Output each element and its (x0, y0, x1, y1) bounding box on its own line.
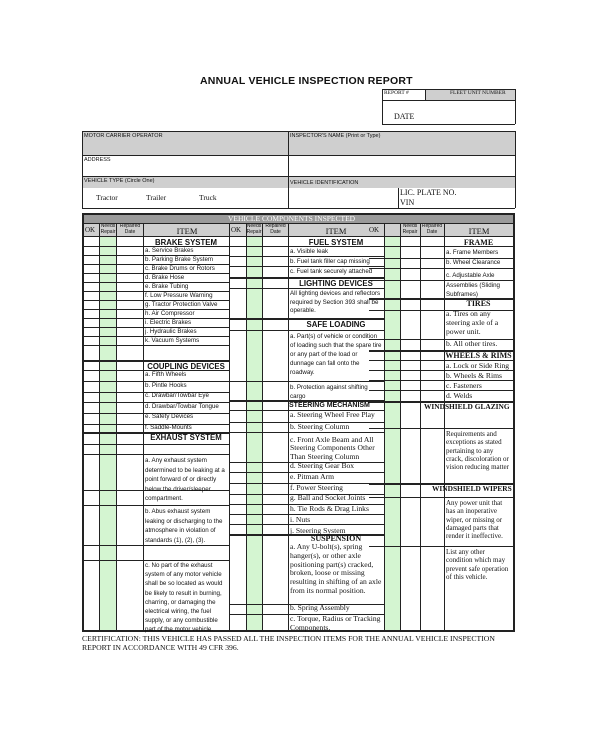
suspension-item-a: a. Any U-bolt(s), spring hanger(s), or other axle positioning part(s) cracked, broken, loose or missing resulting in shifting of an axle from its normal position. (290, 542, 382, 595)
row-divider (229, 381, 384, 382)
frame-item: c. Adjustable Axle Assemblies (Sliding Subframes) (446, 272, 500, 298)
col-repaired-date-3: Repaired Date (421, 223, 443, 235)
exhaust-item-c: c. No part of the exhaust system of any motor vehicle shall be so located as would be likely to result in burning, charring, or damaging the electrical wiring, the fuel supply, or any combustible part of the motor vehicle. (145, 562, 223, 634)
vehicle-type-label: VEHICLE TYPE (Circle One) (84, 178, 155, 184)
lighting-text: All lighting devices and reflectors required by Section 393 shall be operable. (290, 290, 381, 314)
tires-item-b: b. All other tires. (446, 339, 498, 348)
brake-item: e. Brake Tubing (145, 283, 189, 290)
safe-loading-title: SAFE LOADING (306, 320, 366, 329)
brake-item: c. Brake Drums or Rotors (145, 265, 215, 272)
coupling-item: b. Pintle Hooks (145, 381, 187, 389)
lighting-devices-title: LIGHTING DEVICES (299, 279, 373, 288)
col-ok-2: OK (231, 226, 242, 234)
wheels-item: d. Welds (446, 391, 473, 400)
report-number-label: REPORT # (384, 90, 409, 96)
col-ok-1: OK (85, 226, 96, 234)
ok-column-3[interactable] (384, 236, 400, 631)
windshield-wipers-title: WINDSHIELD WIPERS (432, 484, 512, 493)
vehicle-id-label: VEHICLE IDENTIFICATION (290, 180, 359, 186)
ok-column-2[interactable] (246, 236, 262, 631)
coupling-item: d. Drawbar/Towbar Tongue (145, 402, 219, 410)
brake-item: j. Hydraulic Brakes (145, 328, 197, 335)
frame-item: b. Wheel Clearance (446, 259, 501, 266)
brake-item: g. Tractor Protection Valve (145, 301, 218, 308)
col-item-2: ITEM (325, 226, 347, 236)
vehicle-type-trailer[interactable]: Trailer (146, 193, 167, 202)
fuel-item: c. Fuel tank securely attached (290, 268, 373, 275)
frame-title: FRAME (463, 238, 494, 247)
motor-carrier-label: MOTOR CARRIER OPERATOR (84, 133, 163, 139)
row-divider (229, 330, 384, 331)
wheels-rims-title: WHEELS & RIMS (445, 351, 512, 360)
coupling-item: f. Saddle-Mounts (145, 423, 192, 431)
page-title: ANNUAL VEHICLE INSPECTION REPORT (200, 75, 413, 87)
address-label: ADDRESS (84, 157, 111, 163)
steering-item: c. Front Axle Beam and All Steering Components Other Than Steering Column (290, 434, 375, 462)
windshield-glazing-text: Requirements and exceptions as stated pertaining to any crack, discoloration or vision reducing matter (446, 430, 509, 472)
brake-item: d. Brake Hose (145, 274, 185, 281)
windshield-wipers-text: Any power unit that has an inoperative wiper, or missing or damaged parts that render it ineffective. (446, 499, 503, 541)
col-needs-repair-2: Needs Repair (246, 223, 262, 235)
steering-item: e. Pitman Arm (290, 471, 335, 481)
coupling-item: e. Safety Devices (145, 413, 194, 420)
brake-items (145, 246, 217, 345)
steering-item: h. Tie Rods & Drag Links (290, 504, 369, 514)
certification-text: CERTIFICATION: THIS VEHICLE HAS PASSED ALL THE INSPECTION ITEMS FOR THE ANNUAL VEHICLE INSPECTION REPORT IN ACCORDANCE WITH 49 CFR 396. (82, 634, 495, 652)
vin-label: VIN (400, 198, 415, 207)
brake-item: a. Service Brakes (145, 247, 194, 254)
safe-loading-a: a. Part(s) of vehicle or condition of loading such that the spare tire or any part of the load or dunnage can fall onto the roadway. (290, 333, 382, 376)
inspector-name-label: INSPECTOR'S NAME (Print or Type) (290, 133, 381, 139)
row-divider (229, 288, 384, 289)
col-item-3: ITEM (468, 226, 490, 236)
col-needs-repair-3: Needs Repair (402, 223, 418, 235)
exhaust-system-title: EXHAUST SYSTEM (150, 433, 222, 442)
steering-item: f. Power Steering (290, 482, 343, 492)
windshield-glazing-title: WINDSHIELD GLAZING (424, 402, 510, 411)
vehicle-type-truck[interactable]: Truck (199, 193, 217, 202)
wheels-item: a. Lock or Side Ring (446, 361, 510, 370)
suspension-item-b: b. Spring Assembly (290, 603, 350, 612)
fleet-unit-label: FLEET UNIT NUMBER (450, 90, 506, 96)
col-item-1: ITEM (176, 226, 198, 236)
col-needs-repair-1: Needs Repair (100, 223, 116, 235)
coupling-devices-title: COUPLING DEVICES (147, 362, 225, 371)
steering-item: i. Nuts (290, 514, 311, 524)
exhaust-item-b: b. Abus exhaust system leaking or discharging to the atmosphere in violation of standards (1), (2), (3). (145, 508, 223, 544)
row-divider (84, 444, 229, 445)
date-label: DATE (394, 112, 415, 121)
coupling-item: c. Drawbar/Towbar Eye (145, 392, 209, 399)
tires-item-a: a. Tires on any steering axle of a power unit. (446, 309, 499, 336)
row-divider (84, 545, 229, 546)
row-divider (369, 428, 513, 429)
tires-title: TIRES (466, 299, 491, 308)
safe-loading-b: b. Protection against shifting cargo (290, 384, 368, 400)
steering-item: d. Steering Gear Box (290, 460, 355, 470)
frame-item: a. Frame Members (446, 249, 499, 256)
steering-mechanism-title: STEERING MECHANISM (289, 402, 370, 409)
brake-item: k. Vacuum Systems (145, 337, 200, 344)
vehicle-type-tractor[interactable]: Tractor (96, 193, 118, 202)
fuel-item: b. Fuel tank filler cap missing (290, 258, 370, 265)
brake-item: b. Parking Brake System (145, 256, 214, 263)
components-header: VEHICLE COMPONENTS INSPECTED (228, 214, 356, 223)
fuel-system-title: FUEL SYSTEM (308, 238, 364, 247)
wheels-item: c. Fasteners (446, 381, 482, 390)
brake-system-title: BRAKE SYSTEM (155, 238, 217, 247)
col-repaired-date-1: Repaired Date (119, 223, 141, 235)
coupling-items (145, 370, 219, 433)
brake-item: f. Low Pressure Warning (145, 292, 213, 299)
suspension-title: SUSPENSION (310, 534, 362, 543)
other-condition-text: List any other condition which may prevent safe operation of this vehicle. (446, 548, 509, 581)
steering-item: j. Steering System (290, 525, 346, 535)
row-divider (84, 454, 229, 455)
fuel-item: a. Visible leak (290, 248, 329, 255)
lic-plate-label: LIC. PLATE NO. (400, 188, 457, 197)
col-repaired-date-2: Repaired Date (265, 223, 286, 235)
fuel-items (290, 247, 372, 277)
wheels-items (446, 361, 512, 401)
row-divider (369, 546, 513, 547)
suspension-item-c: c. Torque, Radius or Tracking Components. (290, 614, 381, 632)
coupling-item: a. Fifth Wheels (145, 371, 187, 378)
row-divider (369, 497, 513, 498)
steering-item: g. Ball and Socket Joints (290, 493, 366, 503)
wheels-item: b. Wheels & Rims (446, 371, 502, 380)
steering-item: a. Steering Wheel Free Play (290, 410, 375, 419)
exhaust-item-a: a. Any exhaust system determined to be leaking at a point forward of or directly below the driver/sleeper compartment. (145, 457, 225, 502)
row-divider (84, 505, 229, 506)
steering-item: b. Steering Column (290, 421, 350, 431)
frame-items (446, 248, 512, 300)
col-ok-3: OK (369, 226, 380, 234)
steering-items (290, 411, 383, 536)
row-divider (84, 345, 229, 346)
brake-item: i. Electric Brakes (145, 319, 192, 326)
brake-item: h. Air Compressor (145, 310, 195, 317)
